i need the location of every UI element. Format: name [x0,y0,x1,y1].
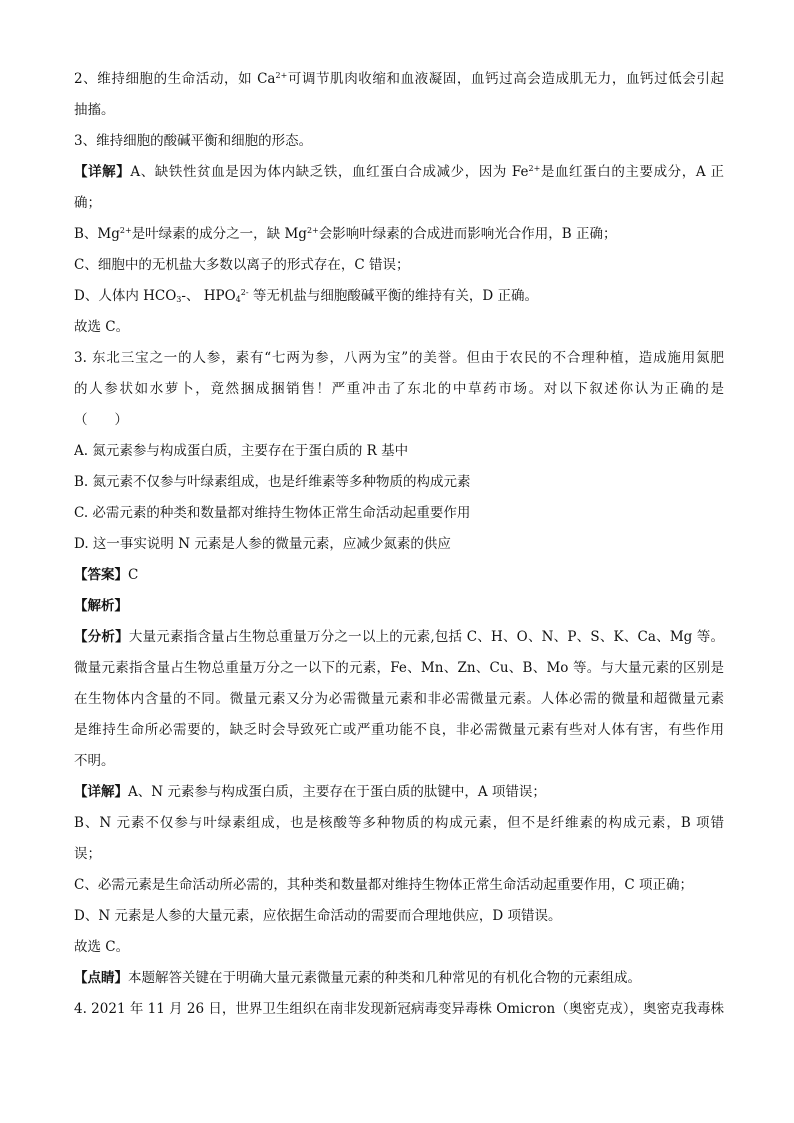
analysis-line-5: 不明。 [74,753,115,769]
detail-line-1: 【详解】A、N 元素参与构成蛋白质，主要存在于蛋白质的肽键中，A 项错误； [74,784,546,800]
analysis-line-3: 在生物体内含量的不同。微量元素又分为必需微量元素和非必需微量元素。人体必需的微量和超微量元素 [74,691,724,707]
text-line-3: 3、维持细胞的酸碱平衡和细胞的形态。 [74,133,313,149]
section-tag: 【解析】 [74,598,128,614]
analysis-heading [74,591,724,622]
text-line-5: 确； [74,195,101,211]
section-tag: 【详解】 [74,164,131,180]
question-3-option-b: B. 氮元素不仅参与叶绿素组成，也是纤维素等多种物质的构成元素 [74,474,471,490]
question-3-option-c: C. 必需元素的种类和数量都对维持生物体正常生命活动起重要作用 [74,505,471,521]
text-line-9: 故选 C。 [74,319,130,335]
detail-line-6: 故选 C。 [74,939,130,955]
question-3-stem-1: 3. 东北三宝之一的人参，素有“七两为参，八两为宝”的美誉。但由于农民的不合理种植，造成施用氮肥 [74,350,724,366]
question-3-option-d: D. 这一事实说明 N 元素是人参的微量元素，应减少氮素的供应 [74,536,451,552]
question-3-option-a: A. 氮元素参与构成蛋白质，主要存在于蛋白质的 R 基中 [74,443,409,459]
question-3-stem-2: 的人参状如水萝卜，竟然捆成捆销售！严重冲击了东北的中草药市场。对以下叙述你认为正确的是 [74,381,724,397]
question-4-stem-1: 4. 2021 年 11 月 26 日，世界卫生组织在南非发现新冠病毒变异毒株 Omicron（奥密克戎），奥密克我毒株 [74,1001,724,1017]
detail-line-3: 误； [74,846,101,862]
text-line-1: 2、维持细胞的生命活动，如 $Ca^{2+}$可调节肌肉收缩和血液凝固，血钙过高会造成肌无力，血钙过低会引起 [74,71,724,87]
text-line-8: D、人体内 $HCO_3-$、 $HPO_4^{2-}$ 等无机盐与细胞酸碱平衡的维持有关，D 正确。 [74,288,538,304]
section-tag: 【分析】 [74,629,129,645]
analysis-line-1: 【分析】大量元素指含量占生物总重量万分之一以上的元素,包括 C、H、O、N、P、S、K、Ca、Mg 等。 [74,629,724,645]
text-line-4: 【详解】A、缺铁性贫血是因为体内缺乏铁，血红蛋白合成减少，因为 $Fe^{2+}$是血红蛋白的主要成分，A 正 [74,164,724,180]
text-line-6: B、$Mg^{2+}$是叶绿素的成分之一，缺 $Mg^{2+}$会影响叶绿素的合成进而影响光合作用，B 正确； [74,226,617,242]
detail-line-2: B、N 元素不仅参与叶绿素组成，也是核酸等多种物质的构成元素，但不是纤维素的构成元素，B 项错 [74,815,724,831]
text-line-7: C、细胞中的无机盐大多数以离子的形式存在，C 错误； [74,257,410,273]
note-line: 【点睛】本题解答关键在于明确大量元素微量元素的种类和几种常见的有机化合物的元素组成。 [74,970,641,986]
section-tag: 【详解】 [74,784,128,800]
detail-line-5: D、N 元素是人参的大量元素，应依据生命活动的需要而合理地供应，D 项错误。 [74,908,562,924]
analysis-line-4: 是维持生命所必需要的，缺乏时会导致死亡或严重功能不良，非必需微量元素有些对人体有害，有些作用 [74,722,724,738]
section-tag: 【答案】 [74,567,128,583]
section-tag: 【点睛】 [74,970,128,986]
answer-line: 【答案】C [74,567,139,583]
text-line-2: 抽搐。 [74,102,115,118]
question-3-blank: （ ） [74,412,128,428]
analysis-line-2: 微量元素指含量占生物总重量万分之一以下的元素，Fe、Mn、Zn、Cu、B、Mo 等。与大量元素的区别是 [74,660,724,676]
document-page [74,64,724,1025]
detail-line-4: C、必需元素是生命活动所必需的，其种类和数量都对维持生物体正常生命活动起重要作用，C 项正确； [74,877,693,893]
